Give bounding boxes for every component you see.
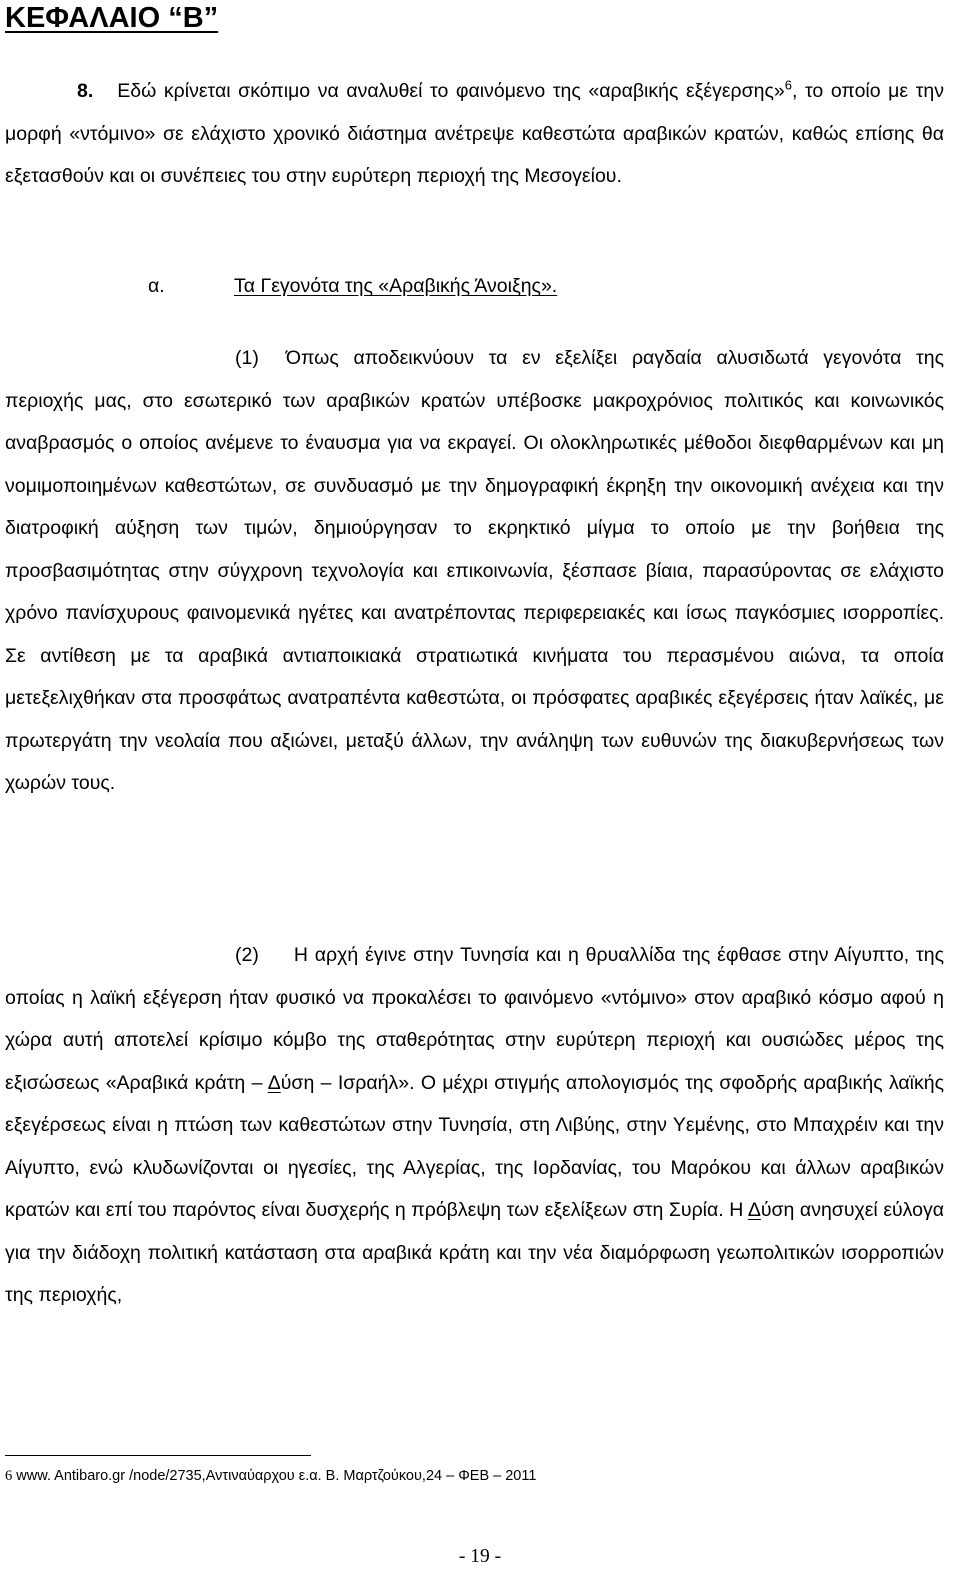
section-8-text-end: , το οποίο με την μορφή «ντόμινο» σε ελάχιστο χρονικό διάστημα ανέτρεψε καθεστώτα αραβικών κρατών, καθώς επίσης θα εξετασθούν και οι συνέπειες του στην ευρύτερη περιοχή της Μεσογείου.: [5, 80, 944, 187]
footnote-text[interactable]: www. Antibaro.gr /node/2735,Αντιναύαρχου ε.α. Β. Μαρτζούκου,24 – ΦΕΒ – 2011: [12, 1468, 537, 1484]
paragraph-2-text-2: ύση – Ισραήλ». Ο μέχρι στιγμής απολογισμός της σφοδρής αραβικής λαϊκής εξεγέρσεως είναι η πτώση των καθεστώτων στην Τυνησία, στη Λιβύης, στην Υεμένης, στο Μπαχρέιν και την Αίγυπτο, ενώ κλυδωνίζονται οι ηγεσίες, της Αλγερίας, της Ιορδανίας, του Μαρόκου και άλλων αραβικών κρατών και επί του παρόντος είναι δυσχερής η πρόβλεψη των εξελίξεων στη Συρία. Η: [5, 1071, 944, 1221]
paragraph-2-underlined-letter: Δ: [747, 1199, 761, 1221]
paragraph-2-text-3: ύση ανησυχεί εύλογα για την διάδοχη πολιτική κατάσταση στα αραβικά κράτη και την νέα διαμόρφωση γεωπολιτικών ισορροπιών της περιοχής,: [5, 1199, 944, 1306]
footnote-reference[interactable]: 6: [784, 77, 792, 93]
paragraph-1-number: (1): [235, 347, 259, 369]
subsection-label: α.: [148, 275, 165, 297]
footnote-divider: [5, 1455, 311, 1456]
section-8-text-start: Εδώ κρίνεται σκόπιμο να αναλυθεί το φαινόμενο της «αραβικής εξέγερσης»: [117, 80, 785, 102]
footnote-number: 6: [5, 1468, 13, 1484]
footnote: [5, 1466, 536, 1486]
subsection-heading: [148, 268, 557, 304]
page-number: - 19 -: [458, 1546, 502, 1567]
paragraph-2: [5, 934, 944, 1317]
chapter-title: ΚΕΦΑΛΑΙΟ “Β”: [5, 2, 219, 34]
subsection-title: Τα Γεγονότα της «Αραβικής Άνοιξης».: [234, 275, 558, 297]
paragraph-1: [5, 337, 944, 805]
paragraph-2-number: (2): [235, 944, 259, 966]
section-8-number: 8.: [77, 80, 94, 102]
paragraph-2-text-1: Η αρχή έγινε στην Τυνησία και η θρυαλλίδα της έφθασε στην Αίγυπτο, της οποίας η λαϊκή εξέγερση ήταν φυσικό να προκαλέσει το φαινόμενο «ντόμινο» στον αραβικό κόσμο αφού η χώρα αυτή αποτελεί κρίσιμο κόμβο της σταθερότητας στην ευρύτερη περιοχή και ουσιώδες μέρος της εξισώσεως «Αραβικά κράτη –: [5, 944, 944, 1094]
section-8-paragraph: [5, 70, 944, 198]
paragraph-2-underlined-letter: Δ: [267, 1071, 281, 1094]
paragraph-1-text: Όπως αποδεικνύουν τα εν εξελίξει ραγδαία αλυσιδωτά γεγονότα της περιοχής μας, στο εσωτερικό των αραβικών κρατών υπέβοσκε μακροχρόνιος πολιτικός και κοινωνικός αναβρασμός ο οποίος ανέμενε το έναυσμα για να εκραγεί. Οι ολοκληρωτικές μέθοδοι διεφθαρμένων και μη νομιμοποιημένων καθεστώτων, σε συνδυασμό με την δημογραφική έκρηξη την οικονομική ανέχεια και την διατροφική αύξηση των τιμών, δημιούργησαν το εκρηκτικό μίγμα το οποίο με την βοήθεια της προσβασιμότητας στην σύγχρονη τεχνολογία και επικοινωνία, ξέσπασε βίαια, παρασύροντας σε ελάχιστο χρόνο πανίσχυρους φαινομενικά ηγέτες και ανατρέποντας περιφερειακές και ίσως παγκόσμιες ισορροπίες. Σε αντίθεση με τα αραβικά αντιαποικιακά στρατιωτικά κινήματα του περασμένου αιώνα, τα οποία μετεξελιχθήκαν στα προσφάτως ανατραπέντα καθεστώτα, οι πρόσφατες αραβικές εξεγέρσεις ήταν λαϊκές, με πρωτεργάτη την νεολαία που αξιώνει, μεταξύ άλλων, την ανάληψη των ευθυνών της διακυβερνήσεως των χωρών τους.: [5, 347, 944, 794]
